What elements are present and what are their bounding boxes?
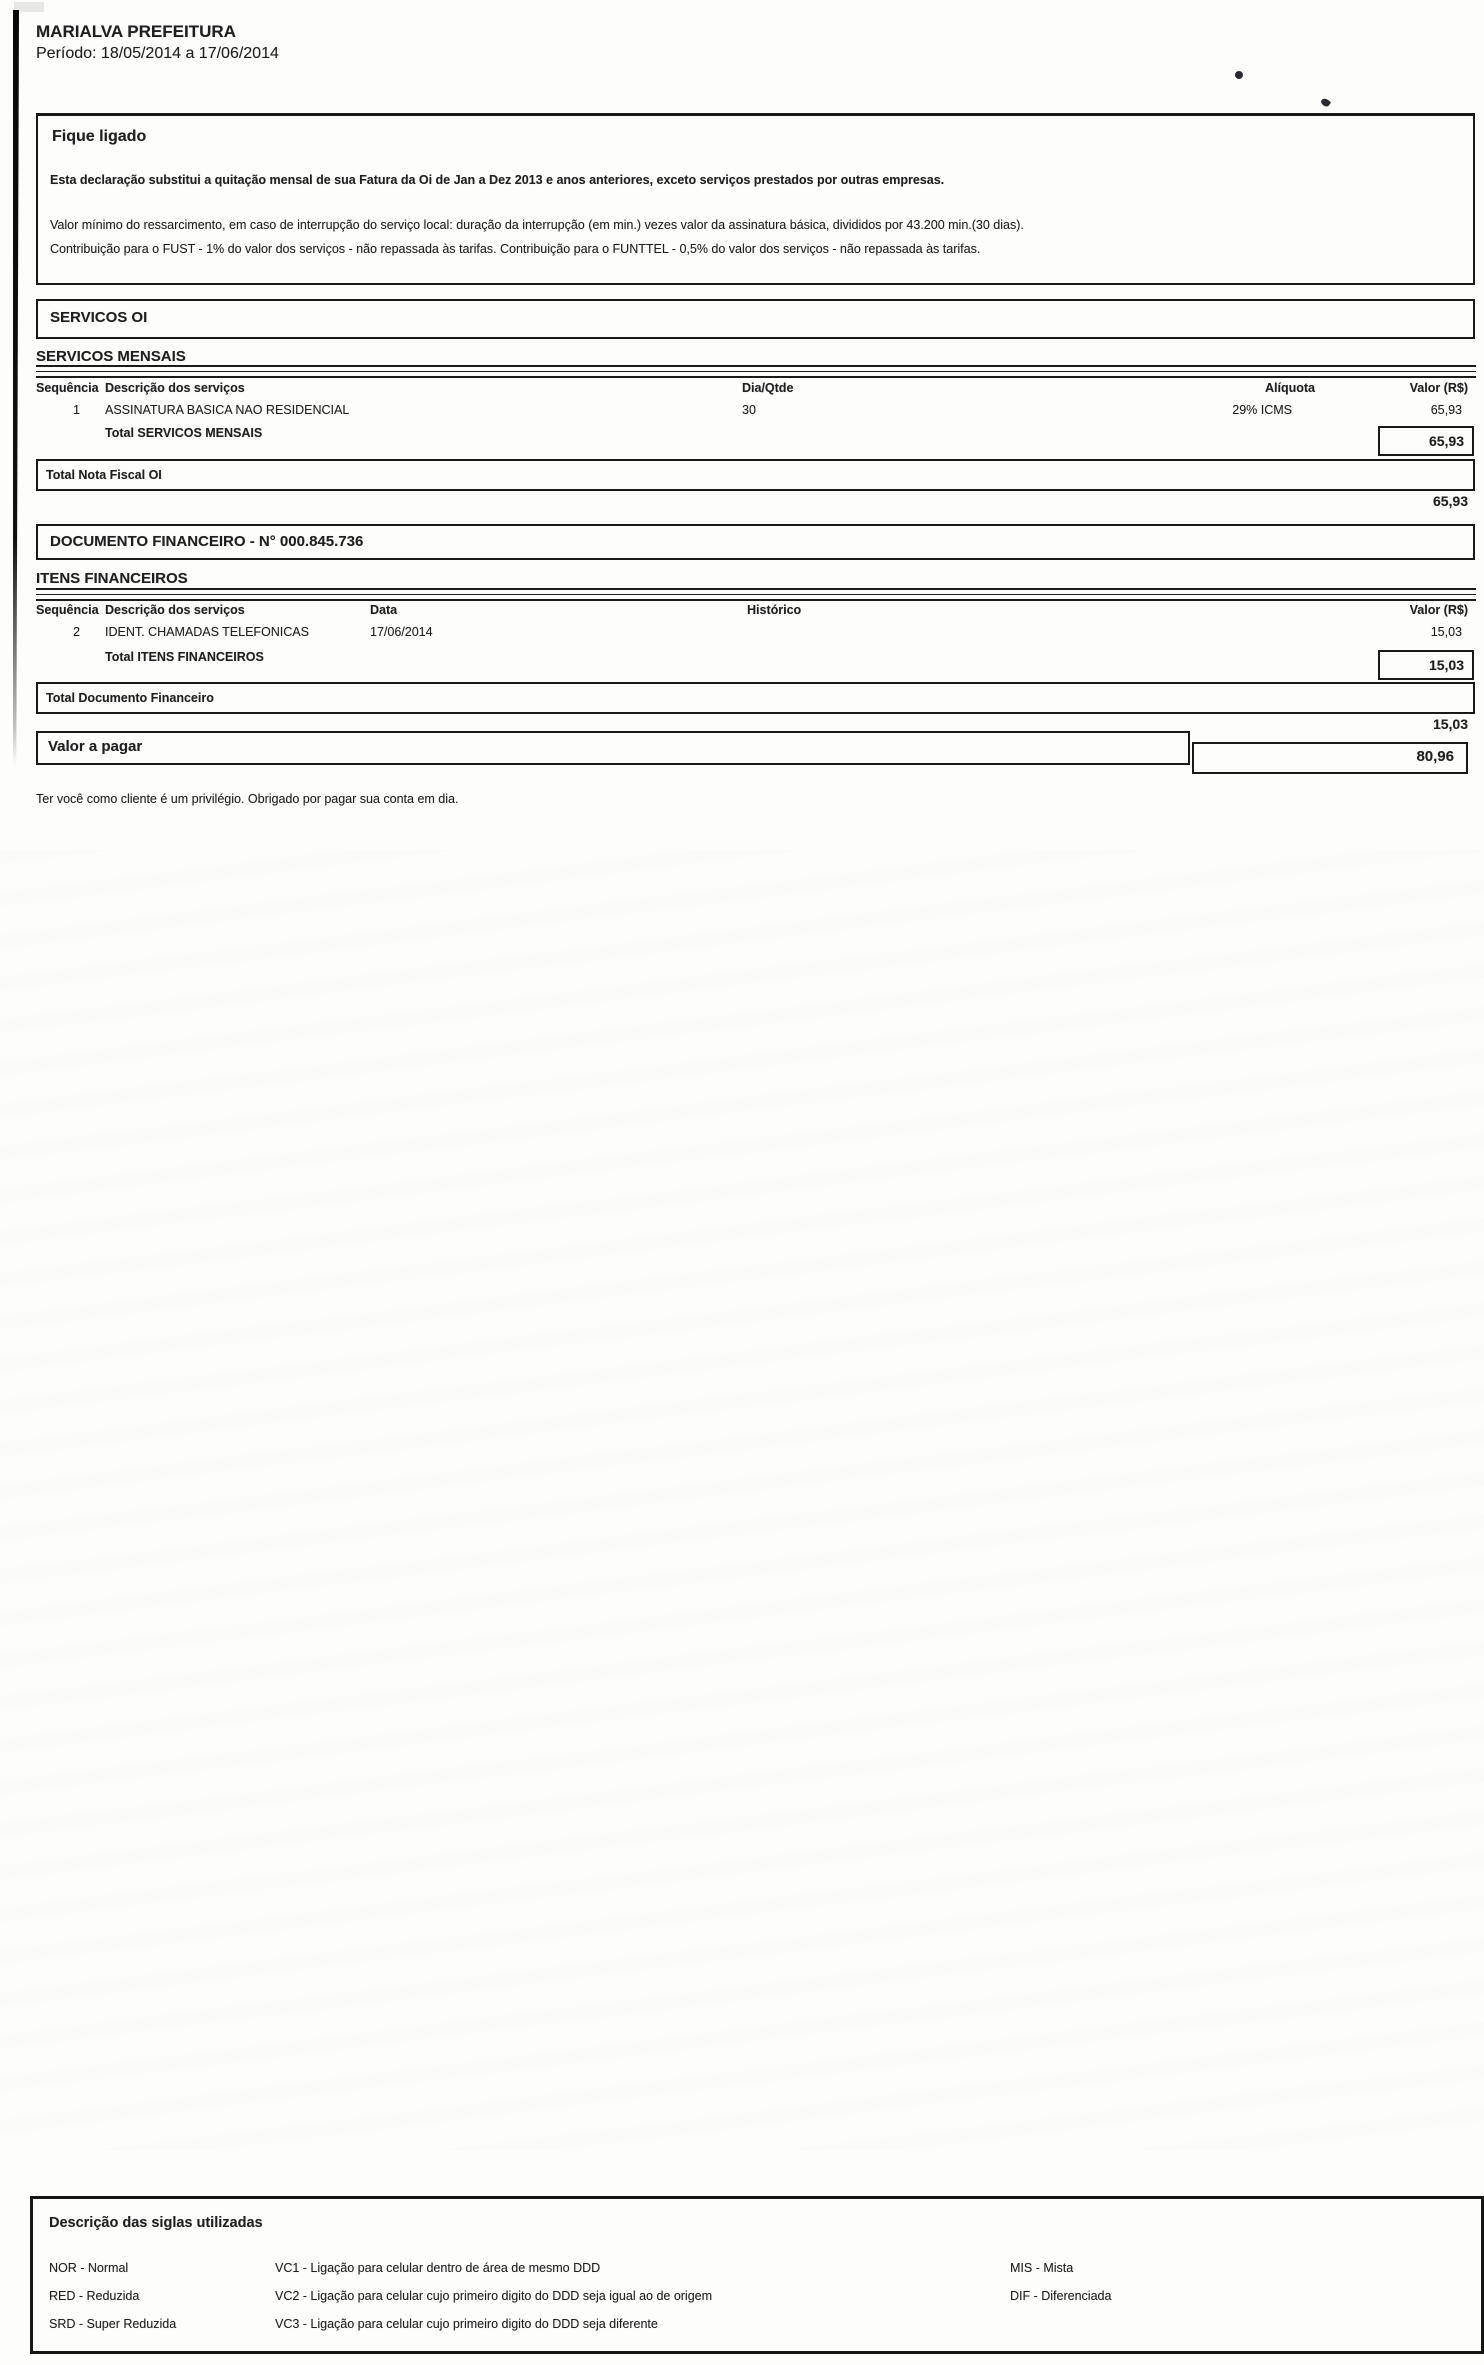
sigla-nor: NOR - Normal <box>49 2261 129 2275</box>
cell-sequencia: 1 <box>73 403 80 417</box>
siglas-box <box>30 2196 1484 2354</box>
total-documento-value: 15,03 <box>1432 716 1468 732</box>
cell-descricao: IDENT. CHAMADAS TELEFONICAS <box>105 625 309 639</box>
sigla-vc3: VC3 - Ligação para celular cujo primeiro digito do DDD seja diferente <box>275 2317 658 2331</box>
col-header-sequencia: Sequência <box>36 603 99 617</box>
total-servicos-mensais-label: Total SERVICOS MENSAIS <box>105 426 263 440</box>
divider <box>36 365 1476 367</box>
cell-valor: 15,03 <box>1430 625 1462 639</box>
customer-name: MARIALVA PREFEITURA <box>36 22 236 41</box>
itens-financeiros-title: ITENS FINANCEIROS <box>36 570 188 587</box>
divider <box>36 588 1476 590</box>
valor-a-pagar-value: 80,96 <box>1416 748 1454 765</box>
servicos-oi-title: SERVICOS OI <box>50 309 148 326</box>
total-itens-financeiros-box <box>1378 650 1474 680</box>
valor-a-pagar-value-box <box>1192 742 1468 774</box>
notice-line3: Contribuição para o FUST - 1% do valor dos serviços - não repassada às tarifas. Contribuição para o FUNTTEL - 0,5% do valor dos serviços - não repassada às tarifas. <box>50 242 981 256</box>
servicos-oi-banner <box>36 299 1475 339</box>
col-header-data: Data <box>370 603 398 617</box>
documento-financeiro-title: DOCUMENTO FINANCEIRO - N° 000.845.736 <box>50 533 364 550</box>
total-nota-fiscal-label: Total Nota Fiscal OI <box>46 468 162 482</box>
total-servicos-mensais-value: 65,93 <box>1428 433 1464 449</box>
documento-financeiro-banner <box>36 524 1475 560</box>
col-header-descricao: Descrição dos serviços <box>105 603 245 617</box>
sigla-mis: MIS - Mista <box>1010 2261 1074 2275</box>
sigla-vc1: VC1 - Ligação para celular dentro de área de mesmo DDD <box>275 2261 601 2275</box>
col-header-sequencia: Sequência <box>36 381 99 395</box>
notice-box <box>36 113 1475 285</box>
divider <box>36 371 1476 378</box>
col-header-valor: Valor (R$) <box>1409 603 1468 617</box>
total-servicos-mensais-box <box>1378 426 1474 456</box>
notice-line2: Valor mínimo do ressarcimento, em caso de interrupção do serviço local: duração da interrupção (em min.) vezes valor da assinatura básica, divididos por 43.200 min.(30 dias). <box>50 218 1024 232</box>
cell-aliquota: 29% ICMS <box>1232 403 1292 417</box>
scan-noise <box>0 850 1484 2150</box>
cell-dia-qtde: 30 <box>742 403 756 417</box>
notice-line1: Esta declaração substitui a quitação mensal de sua Fatura da Oi de Jan a Dez 2013 e anos anteriores, exceto serviços prestados por outras empresas. <box>50 173 945 187</box>
scan-edge-bar <box>13 10 19 765</box>
sigla-red: RED - Reduzida <box>49 2289 140 2303</box>
divider <box>36 594 1476 601</box>
col-header-aliquota: Alíquota <box>1265 381 1315 395</box>
total-documento-box <box>36 682 1475 714</box>
valor-a-pagar-box <box>36 731 1190 765</box>
cell-data: 17/06/2014 <box>370 625 433 639</box>
col-header-valor: Valor (R$) <box>1409 381 1468 395</box>
cell-sequencia: 2 <box>73 625 80 639</box>
valor-a-pagar-label: Valor a pagar <box>48 738 143 755</box>
total-documento-label: Total Documento Financeiro <box>46 691 214 705</box>
cell-descricao: ASSINATURA BASICA NAO RESIDENCIAL <box>105 403 350 417</box>
col-header-dia-qtde: Dia/Qtde <box>742 381 794 395</box>
scan-speck <box>1320 97 1331 108</box>
sigla-dif: DIF - Diferenciada <box>1010 2289 1112 2303</box>
total-itens-financeiros-value: 15,03 <box>1428 657 1464 673</box>
total-nota-fiscal-value: 65,93 <box>1432 493 1468 509</box>
total-itens-financeiros-label: Total ITENS FINANCEIROS <box>105 650 264 664</box>
scan-speck <box>1235 71 1243 79</box>
servicos-mensais-title: SERVICOS MENSAIS <box>36 348 186 365</box>
total-nota-fiscal-box <box>36 459 1475 491</box>
billing-period: Período: 18/05/2014 a 17/06/2014 <box>36 45 279 62</box>
sigla-srd: SRD - Super Reduzida <box>49 2317 177 2331</box>
col-header-descricao: Descrição dos serviços <box>105 381 245 395</box>
sigla-vc2: VC2 - Ligação para celular cujo primeiro digito do DDD seja igual ao de origem <box>275 2289 713 2303</box>
siglas-title: Descrição das siglas utilizadas <box>49 2215 263 2231</box>
notice-title: Fique ligado <box>52 128 147 145</box>
thanks-message: Ter você como cliente é um privilégio. Obrigado por pagar sua conta em dia. <box>36 792 459 806</box>
col-header-historico: Histórico <box>747 603 802 617</box>
cell-valor: 65,93 <box>1430 403 1462 417</box>
